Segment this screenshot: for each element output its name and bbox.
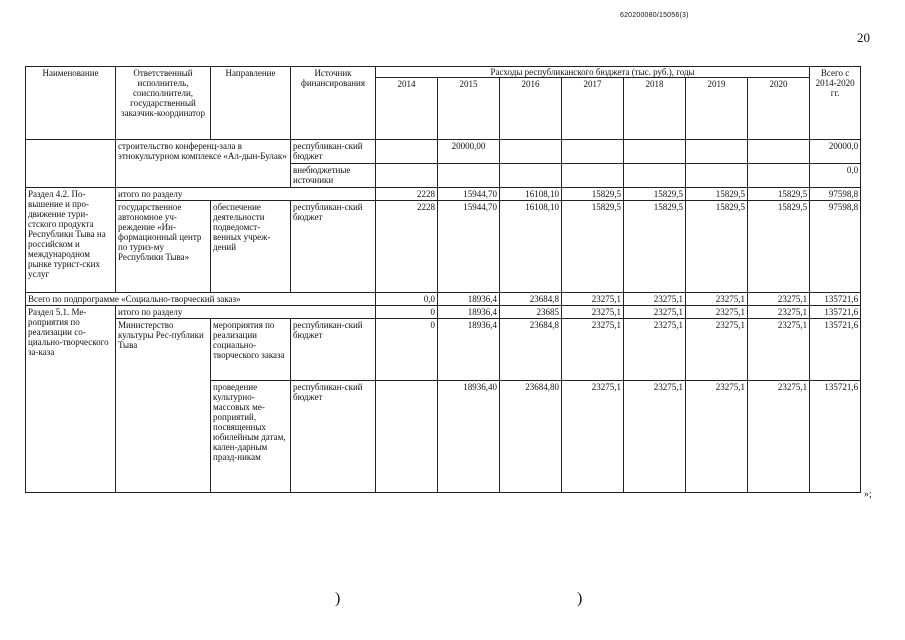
itogo-label: итого по разделу [116, 188, 376, 201]
value-cell: 23275,1 [624, 381, 686, 493]
value-cell: 15829,5 [686, 188, 748, 201]
value-cell: 23684,80 [500, 381, 562, 493]
year-header: 2018 [624, 78, 686, 140]
total-cell: 0,0 [810, 164, 861, 188]
responsible-cell: государственное автономное уч-реждение «Ин-формационный центр по туриз-му Республики Тыва» [116, 201, 211, 293]
value-cell: 16108,10 [500, 188, 562, 201]
scan-mark: ) [335, 590, 341, 607]
value-cell: 23685 [500, 306, 562, 319]
header-responsible: Ответственный исполнитель, соисполнители, государственный заказчик-координатор [116, 67, 211, 140]
value-cell: 2228 [376, 201, 438, 293]
source-cell: республикан-ский бюджет [291, 319, 376, 381]
value-cell: 23275,1 [686, 381, 748, 493]
value-cell: 18936,4 [438, 293, 500, 306]
table-row [26, 188, 861, 201]
value-cell: 23275,1 [748, 381, 810, 493]
value-cell: 16108,10 [500, 201, 562, 293]
source-cell: республикан-ский бюджет [291, 201, 376, 293]
value-cell: 15829,5 [562, 188, 624, 201]
value-cell: 15829,5 [686, 201, 748, 293]
closing-quote-mark: »; [864, 489, 872, 500]
source-cell: внебюджетные источники [291, 164, 376, 188]
header-name: Наименование [26, 67, 116, 140]
source-cell: республикан-ский бюджет [291, 140, 376, 164]
year-header: 2015 [438, 78, 500, 140]
year-header: 2019 [686, 78, 748, 140]
value-cell [562, 164, 624, 188]
construction-label: строительство конференц-зала в этнокультурном комплексе «Ал-дын-Булак» [116, 140, 291, 188]
total-cell: 135721,6 [810, 293, 861, 306]
document-id: 620200080/15056(3) [620, 12, 689, 19]
value-cell: 18936,4 [438, 319, 500, 381]
year-header: 2016 [500, 78, 562, 140]
value-cell: 23684,8 [500, 293, 562, 306]
value-cell [500, 140, 562, 164]
value-cell [624, 140, 686, 164]
value-cell: 23275,1 [748, 293, 810, 306]
direction-cell: проведение культурно-массовых ме-роприятий, посвященных юбилейным датам, кален-дарным празд-никам [211, 381, 291, 493]
value-cell [376, 381, 438, 493]
value-cell: 23275,1 [624, 293, 686, 306]
value-cell: 23275,1 [562, 293, 624, 306]
value-cell [376, 164, 438, 188]
value-cell: 0 [376, 306, 438, 319]
value-cell: 0 [376, 319, 438, 381]
budget-table [25, 66, 861, 493]
value-cell: 15829,5 [562, 201, 624, 293]
header-expenses: Расходы республиканского бюджета (тыс. руб.), годы [376, 67, 810, 78]
section-name: Раздел 4.2. По-вышение и про-движение тури-стского продукта Республики Тыва на российском и международном рынке турист-ских услуг [26, 188, 116, 293]
total-cell: 97598,8 [810, 201, 861, 293]
value-cell [500, 164, 562, 188]
value-cell: 15944,70 [438, 201, 500, 293]
direction-cell: обеспечение деятельности подведомст-венных учреж-дений [211, 201, 291, 293]
value-cell: 23275,1 [748, 306, 810, 319]
table-row [26, 140, 861, 164]
value-cell: 23275,1 [562, 319, 624, 381]
value-cell: 23275,1 [624, 306, 686, 319]
header-source: Источник финансирования [291, 67, 376, 140]
value-cell: 0,0 [376, 293, 438, 306]
itogo-label: итого по разделу [116, 306, 376, 319]
total-cell: 20000,0 [810, 140, 861, 164]
table-row [26, 306, 861, 319]
value-cell [686, 140, 748, 164]
value-cell [624, 164, 686, 188]
value-cell: 23275,1 [686, 293, 748, 306]
total-cell: 97598,8 [810, 188, 861, 201]
responsible-cell: Министерство культуры Рес-публики Тыва [116, 319, 211, 493]
source-cell: республикан-ский бюджет [291, 381, 376, 493]
total-cell: 135721,6 [810, 306, 861, 319]
value-cell: 15944,70 [438, 188, 500, 201]
value-cell: 23275,1 [624, 319, 686, 381]
value-cell: 23275,1 [686, 319, 748, 381]
year-header: 2014 [376, 78, 438, 140]
header-row [26, 67, 861, 78]
value-cell: 15829,5 [748, 201, 810, 293]
value-cell: 18936,4 [438, 306, 500, 319]
value-cell: 23275,1 [686, 306, 748, 319]
value-cell: 2228 [376, 188, 438, 201]
value-cell: 15829,5 [624, 201, 686, 293]
value-cell: 23275,1 [562, 306, 624, 319]
value-cell [438, 164, 500, 188]
value-cell: 15829,5 [748, 188, 810, 201]
value-cell [686, 164, 748, 188]
section-name: Раздел 5.1. Ме-роприятия по реализации со-циально-творческого за-каза [26, 306, 116, 493]
total-cell: 135721,6 [810, 381, 861, 493]
scan-mark: ) [577, 590, 583, 607]
value-cell [748, 140, 810, 164]
table-row [26, 293, 861, 306]
value-cell [748, 164, 810, 188]
value-cell [562, 140, 624, 164]
header-direction: Направление [211, 67, 291, 140]
subprogram-label: Всего по подпрограмме «Социально-творческий заказ» [26, 293, 376, 306]
year-header: 2020 [748, 78, 810, 140]
direction-cell: мероприятия по реализации социально-творческого заказа [211, 319, 291, 381]
value-cell: 23684,8 [500, 319, 562, 381]
total-cell: 135721,6 [810, 319, 861, 381]
value-cell: 23275,1 [562, 381, 624, 493]
page-number: 20 [857, 30, 870, 45]
value-cell [376, 140, 438, 164]
value-cell: 23275,1 [748, 319, 810, 381]
value-cell: 20000,00 [438, 140, 500, 164]
value-cell: 18936,40 [438, 381, 500, 493]
header-total: Всего с 2014-2020 гг. [810, 67, 861, 140]
name-cell [26, 140, 116, 188]
table-row [26, 319, 861, 381]
year-header: 2017 [562, 78, 624, 140]
table-row [26, 201, 861, 293]
value-cell: 15829,5 [624, 188, 686, 201]
